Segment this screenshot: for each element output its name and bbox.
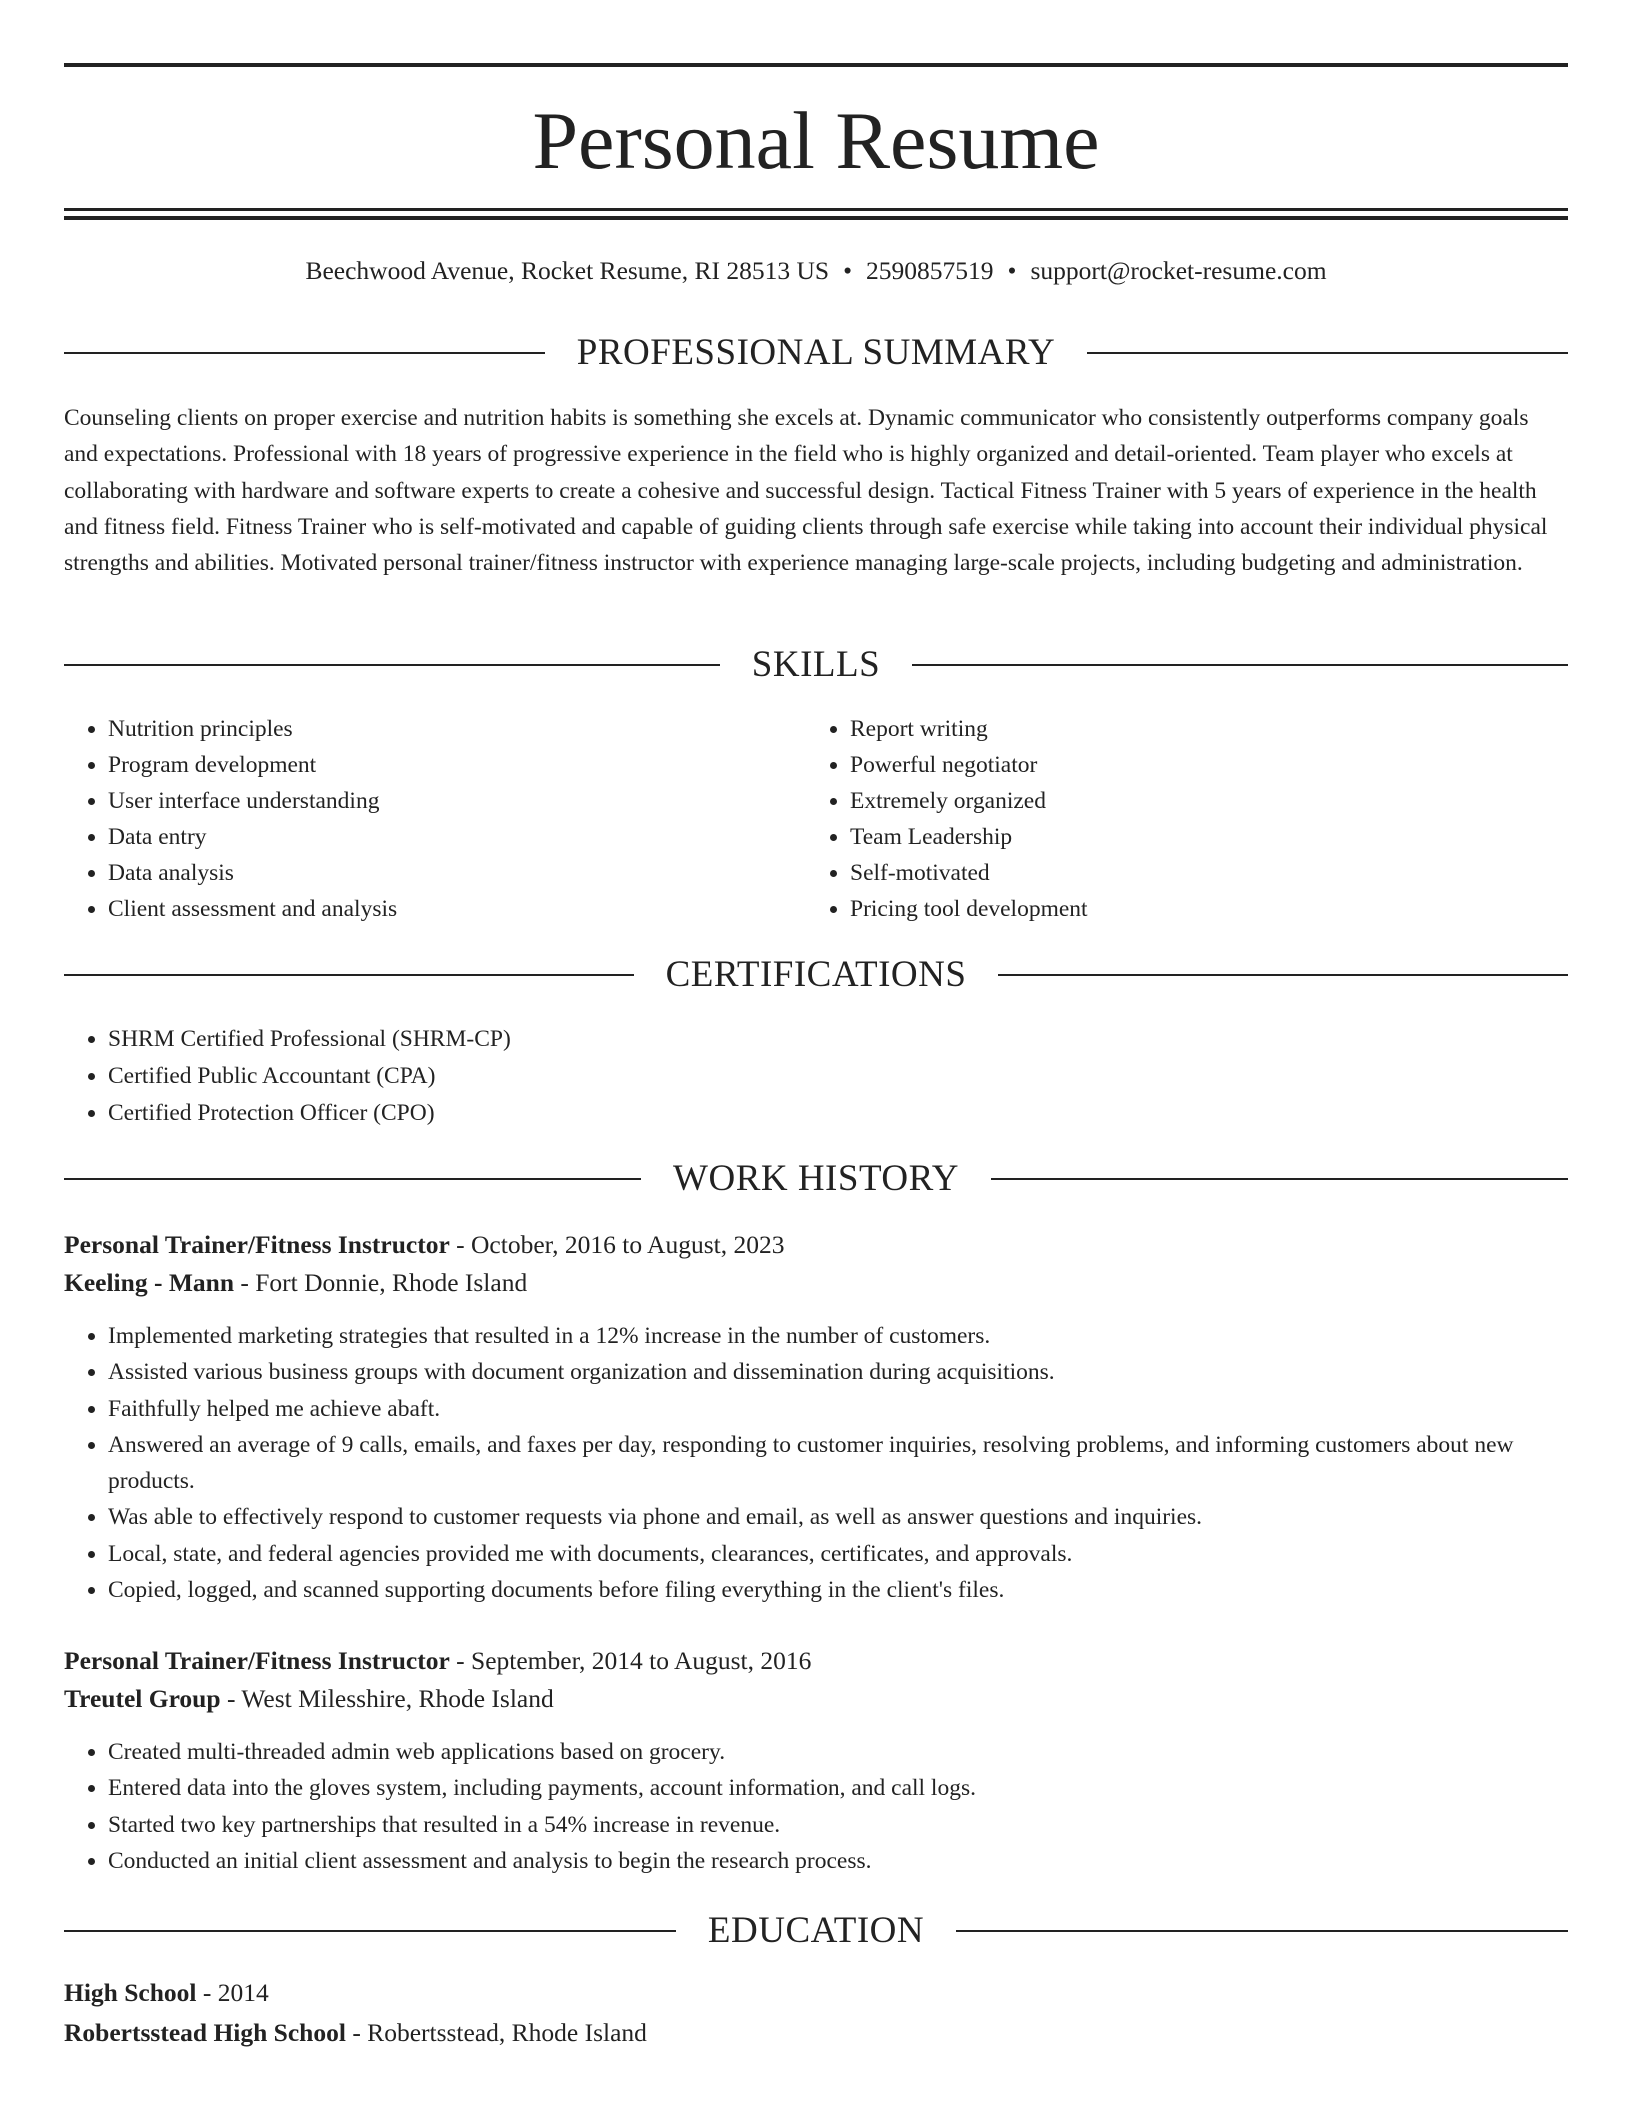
skill-item: • Pricing tool development [850,891,1566,927]
skill-item: • Data entry [108,819,764,855]
education-school-line [64,2013,1568,2053]
job-bullet: • Local, state, and federal agencies provided me with documents, clearances, certificates, and approvals. [108,1536,1568,1572]
job-bullet: • Was able to effectively respond to customer requests via phone and email, as well as answer questions and inquiries. [108,1499,1568,1535]
job-dates: - September, 2014 to August, 2016 [449,1646,812,1675]
job-company-line [64,1264,1568,1302]
skill-item: • Nutrition principles [108,711,764,747]
heading-rule [64,974,634,976]
skill-item: • Report writing [850,711,1566,747]
job-company: Treutel Group [64,1684,221,1713]
contact-phone: 2590857519 [866,256,994,285]
skill-item: • Self-motivated [850,855,1566,891]
section-heading-summary [64,331,1568,375]
heading-rule [912,664,1568,666]
summary-paragraph: Counseling clients on proper exercise and nutrition habits is something she excels at. Dynamic communicator who consistently outperforms company goals and expectations. Professional with 18 years of progressive experience in the field who is highly organized and detail-oriented. Team player who excels at collaborating with hardware and software experts to create a cohesive and successful design. Tactical Fitness Trainer with 5 years of experience in the health and fitness field. Fitness Trainer who is self-motivated and capable of guiding clients through safe exercise while taking into account their individual physical strengths and abilities. Motivated personal trainer/fitness instructor with experience managing large-scale projects, including budgeting and administration. [64,405,1548,577]
skills-column-right [806,711,1566,927]
work-entry [64,1226,1568,1608]
section-title: SKILLS [751,644,881,685]
work-entry [64,1642,1568,1879]
skill-item: • Program development [108,747,764,783]
heading-rule [64,1930,676,1932]
heading-rule [998,974,1568,976]
education-location: - Robertsstead, Rhode Island [345,2018,647,2047]
skill-item: • Client assessment and analysis [108,891,764,927]
section-title: CERTIFICATIONS [665,954,967,995]
job-location: - Fort Donnie, Rhode Island [234,1268,528,1297]
education-degree: High School [64,1978,197,2007]
education-entry [64,1973,1568,2053]
job-bullet: • Created multi-threaded admin web applications based on grocery. [108,1734,1568,1770]
heading-rule [64,352,545,354]
certification-item: • Certified Protection Officer (CPO) [108,1095,1568,1132]
job-location: - West Milesshire, Rhode Island [220,1684,554,1713]
education-school: Robertsstead High School [64,2018,346,2047]
job-company: Keeling - Mann [64,1268,234,1297]
top-rule [64,63,1568,67]
job-bullet: • Started two key partnerships that resulted in a 54% increase in revenue. [108,1807,1568,1843]
section-heading-skills [64,643,1568,687]
heading-rule [64,664,720,666]
section-heading-education [64,1909,1568,1953]
job-dates: - October, 2016 to August, 2023 [449,1230,785,1259]
contact-separator: • [1007,256,1017,285]
skill-item: • Data analysis [108,855,764,891]
job-title-line [64,1226,1568,1264]
title-double-rule [64,208,1568,220]
section-heading-work [64,1157,1568,1201]
page-title: Personal Resume [532,95,1100,186]
heading-rule [64,1178,641,1180]
job-title: Personal Trainer/Fitness Instructor [64,1646,450,1675]
skills-column-left [64,711,764,927]
skill-item: • Powerful negotiator [850,747,1566,783]
section-title: EDUCATION [707,1910,925,1951]
heading-rule [991,1178,1568,1180]
education-year: - 2014 [196,1978,269,2007]
contact-email: support@rocket-resume.com [1030,256,1327,285]
job-bullet: • Faithfully helped me achieve abaft. [108,1391,1568,1427]
heading-rule [1087,352,1568,354]
contact-address: Beechwood Avenue, Rocket Resume, RI 28513 US [305,256,830,285]
job-bullet: • Copied, logged, and scanned supporting documents before filing everything in the client's files. [108,1572,1568,1608]
certifications-list [64,1021,1568,1132]
skill-item: • User interface understanding [108,783,764,819]
certification-item: • Certified Public Accountant (CPA) [108,1058,1568,1095]
heading-rule [956,1930,1568,1932]
education-degree-line [64,1973,1568,2013]
skill-item: • Extremely organized [850,783,1566,819]
contact-separator: • [843,256,852,285]
job-bullet: • Conducted an initial client assessment and analysis to begin the research process. [108,1843,1568,1879]
job-bullet: • Answered an average of 9 calls, emails, and faxes per day, responding to customer inquiries, resolving problems, and informing customers about new products. [108,1427,1568,1500]
section-heading-certifications [64,953,1568,997]
job-title: Personal Trainer/Fitness Instructor [64,1230,450,1259]
section-title: WORK HISTORY [673,1158,959,1199]
skill-item: • Team Leadership [850,819,1566,855]
contact-line [64,254,1568,288]
section-title: PROFESSIONAL SUMMARY [576,332,1056,373]
job-bullet: • Entered data into the gloves system, including payments, account information, and call logs. [108,1770,1568,1806]
job-company-line [64,1680,1568,1718]
job-bullet: • Implemented marketing strategies that resulted in a 12% increase in the number of customers. [108,1318,1568,1354]
job-bullet: • Assisted various business groups with document organization and dissemination during acquisitions. [108,1354,1568,1390]
certification-item: • SHRM Certified Professional (SHRM-CP) [108,1021,1568,1058]
job-title-line [64,1642,1568,1680]
